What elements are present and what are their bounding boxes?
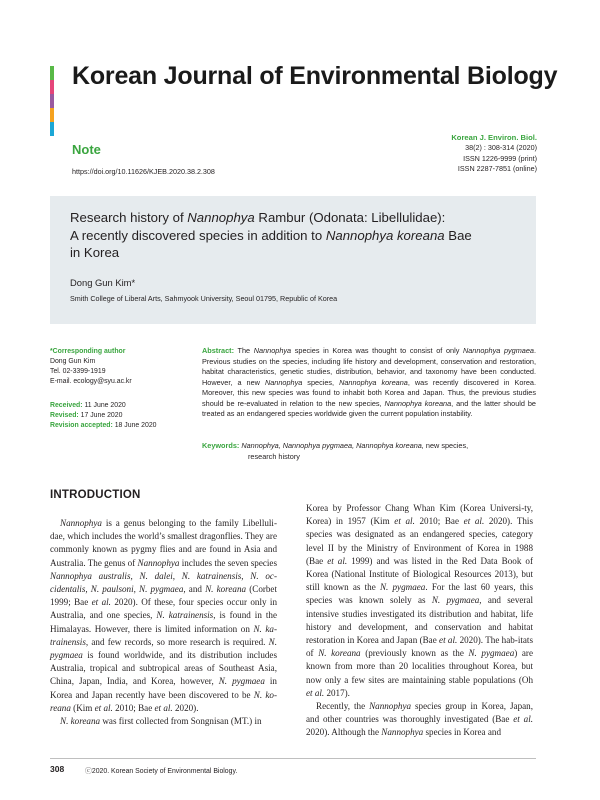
body-column-left	[50, 517, 277, 728]
section-heading-introduction: INTRODUCTION	[50, 489, 141, 501]
accepted-date: Revision accepted: 18 June 2020	[50, 422, 157, 430]
corresponding-author-email[interactable]: E-mail. ecology@syu.ac.kr	[50, 378, 132, 385]
abstract-label: Abstract:	[202, 346, 235, 355]
author-affiliation: Smith College of Liberal Arts, Sahmyook University, Seoul 01795, Republic of Korea	[70, 294, 338, 303]
paragraph: N. koreana was first collected from Songnisan (MT.) in	[60, 716, 262, 727]
corresponding-author	[50, 347, 132, 387]
color-swatch	[50, 94, 54, 108]
author-name: Dong Gun Kim*	[70, 277, 136, 288]
body-column-right	[306, 502, 533, 740]
article-dates	[50, 401, 157, 432]
journal-abbreviation: Korean J. Environ. Biol.	[451, 133, 537, 142]
footer-divider	[50, 758, 536, 759]
keywords: Keywords: Nannophya, Nannophya pygmaea, Nannophya koreana, new species, research history	[202, 441, 469, 461]
issn-print: ISSN 1226-9999 (print)	[463, 153, 537, 163]
paragraph: Recently, the Nannophya species group in Korea, Japan, and other countries was thoroughly investigated (Bae et al. 2020). Although the Nannophya species in Korea and	[306, 701, 533, 738]
paragraph: Korea by Professor Chang Whan Kim (Korea Universi-ty, Korea) in 1957 (Kim et al. 2010; Bae et al. 2020). This species was designated as an endangered species, category level II by the Ministry of Environment of Korea in 1988 (Bae et al. 1999) and was listed in the Red Data Book of Korea (National Institute of Biological Resources 2013), but still known as the N. pygmaea. For the last 60 years, this species was known solely as N. pygmaea, and several intensive studies investigated its distribution and habitat, life history and development, and conservation and habitat restoration in Korea and Japan (Bae et al. 2020). The hab-itats of N. koreana (previously known as the N. pygmaea) are known from more than 20 localities throughout Korea, but now only a few sites are maintaining stable populations (Oh et al. 2017).	[306, 503, 534, 698]
color-swatch	[50, 80, 54, 94]
copyright-notice: ⓒ2020. Korean Society of Environmental Biology.	[85, 768, 238, 775]
color-swatch	[50, 122, 54, 136]
revised-date: Revised: 17 June 2020	[50, 412, 123, 420]
keywords-label: Keywords:	[202, 441, 240, 450]
color-swatch	[50, 108, 54, 122]
journal-color-bar	[50, 66, 54, 136]
article-type-label: Note	[72, 142, 101, 157]
paragraph: Nannophya is a genus belonging to the family Libelluli-dae, which includes the world’s smallest dragonflies. They are commonly known as pygmy flies and are found in Asia and Australia. The genus of Nannophya includes the seven species Nannophya australis, N. dalei, N. katrainensis, N. oc-cidentalis, N. paulsoni, N. pygmaea, and N. koreana (Corbet 1999; Bae et al. 2020). Of these, four species occur only in Australia, and one species, N. katrainensis, is found in the Himalayas. However, there is limited information on N. ka-trainensis, and few records, so more research is required. N. pygmaea is found worldwide, and its distribution includes Australia, tropical and subtropical areas of Southeast Asia, China, Japan, India, and Korea, however, N. pygmaea in Korea and Japan recently have been discovered to be N. ko-reana (Kim et al. 2010; Bae et al. 2020).	[50, 518, 277, 713]
journal-title: Korean Journal of Environmental Biology	[72, 62, 558, 90]
doi-link[interactable]: https://doi.org/10.11626/KJEB.2020.38.2.308	[72, 167, 215, 176]
volume-pages: 38(2) : 308-314 (2020)	[465, 143, 537, 153]
article-title: Research history of Nannophya Rambur (Odonata: Libellulidae): A recently discovered species in addition to Nannophya koreana Bae in Korea	[70, 210, 472, 260]
received-date: Received: 11 June 2020	[50, 402, 126, 409]
color-swatch	[50, 66, 54, 80]
issn-online: ISSN 2287-7851 (online)	[457, 164, 537, 174]
abstract: Abstract: The Nannophya species in Korea was thought to consist of only Nannophya pygmaea. Previous studies on the species, including life history and development, conservation and restoration, habitat characteristics, genetic studies, distribution, behavior, and taxonomy have been conducted. However, a new Nannophya species, Nannophya koreana, was recently discovered in Korea. Moreover, this new species was found to inhabit both Korea and Japan. Thus, the previous studies should be re-evaluated in relation to the new species, Nannophya koreana, and the latter should be treated as an endangered species worldwide given the current population instability.	[202, 346, 536, 418]
corresponding-author-tel: Tel. 02-3399-1919	[50, 368, 106, 375]
journal-citation-info	[451, 133, 537, 175]
corresponding-author-name: Dong Gun Kim	[50, 358, 96, 365]
corresponding-author-label: *Corresponding author	[50, 348, 126, 355]
page-number: 308	[50, 764, 65, 774]
